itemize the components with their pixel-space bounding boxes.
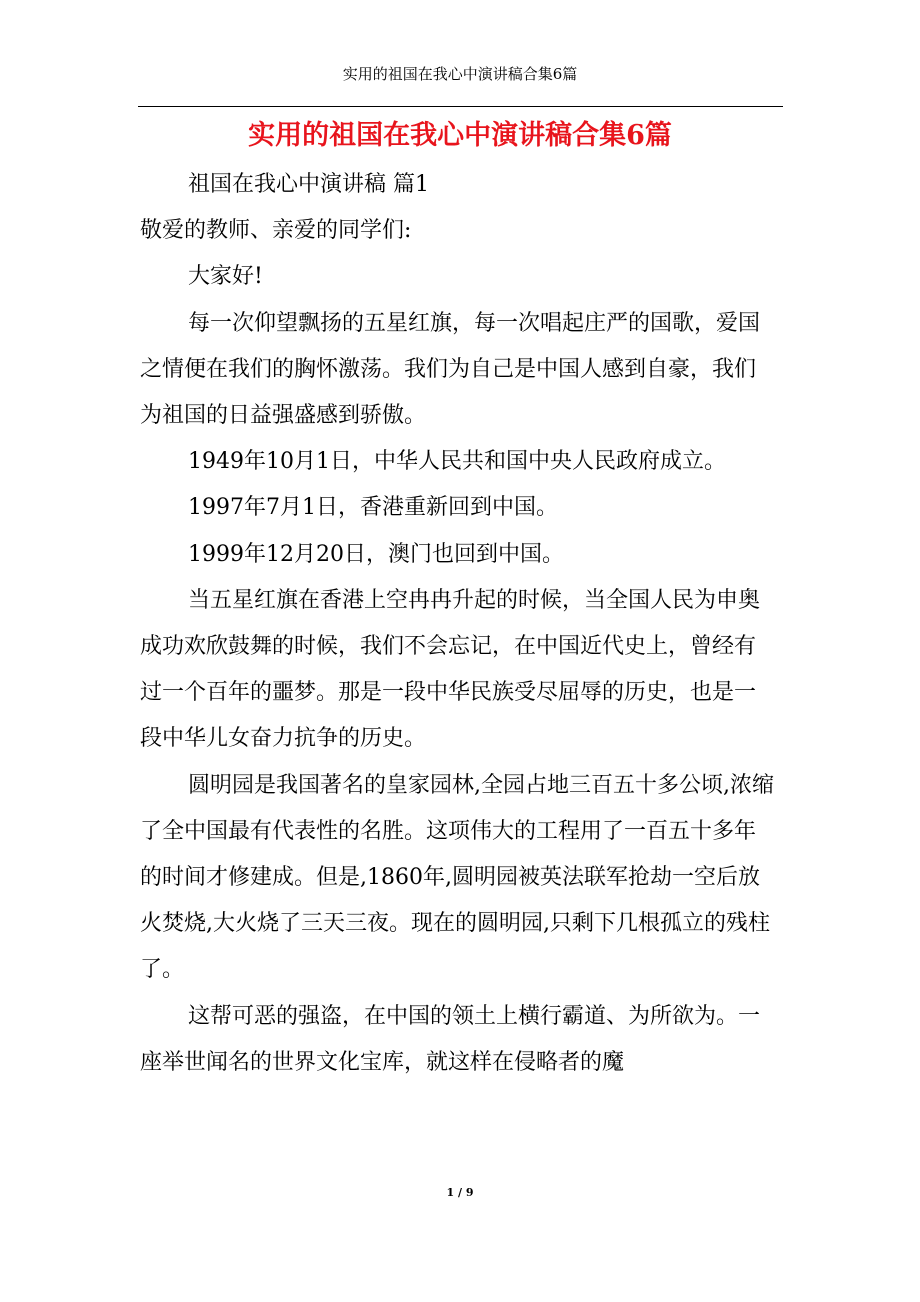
paragraph: 祖国在我心中演讲稿 篇1 (188, 172, 429, 197)
running-header: 实用的祖国在我心中演讲稿合集6篇 (342, 65, 578, 83)
paragraph: 1997年7月1日，香港重新回到中国。 (188, 495, 558, 521)
document-body (140, 162, 776, 1086)
document-title: 实用的祖国在我心中演讲稿合集6篇 (248, 120, 672, 151)
paragraph: 当五星红旗在香港上空冉冉升起的时候，当全国人民为申奥成功欢欣鼓舞的时候，我们不会忘记，在中国近代史上，曾经有过一个百年的噩梦。那是一段中华民族受尽屈辱的历史，也是一段中华儿女奋力抗争的历史。 (140, 587, 761, 752)
paragraph: 圆明园是我国著名的皇家园林,全园占地三百五十多公顷,浓缩了全中国最有代表性的名胜。这项伟大的工程用了一百五十多年的时间才修建成。但是,1860年,圆明园被英法联军抢劫一空后放火焚烧,大火烧了三天三夜。现在的圆明园,只剩下几根孤立的残柱了。 (140, 772, 774, 983)
paragraph: 1999年12月20日，澳门也回到中国。 (188, 541, 564, 567)
header-rule (138, 106, 783, 107)
paragraph: 每一次仰望飘扬的五星红旗，每一次唱起庄严的国歌，爱国之情便在我们的胸怀激荡。我们为自己是中国人感到自豪，我们为祖国的日益强盛感到骄傲。 (140, 310, 761, 429)
page-number: 1 / 9 (446, 1186, 474, 1199)
paragraph: 敬爱的教师、亲爱的同学们: (140, 218, 412, 244)
paragraph: 这帮可恶的强盗，在中国的领土上横行霸道、为所欲为。一座举世闻名的世界文化宝库，就这样在侵略者的魔 (140, 1003, 761, 1075)
paragraph: 1949年10月1日，中华人民共和国中央人民政府成立。 (188, 449, 726, 475)
paragraph: 大家好! (188, 264, 263, 290)
